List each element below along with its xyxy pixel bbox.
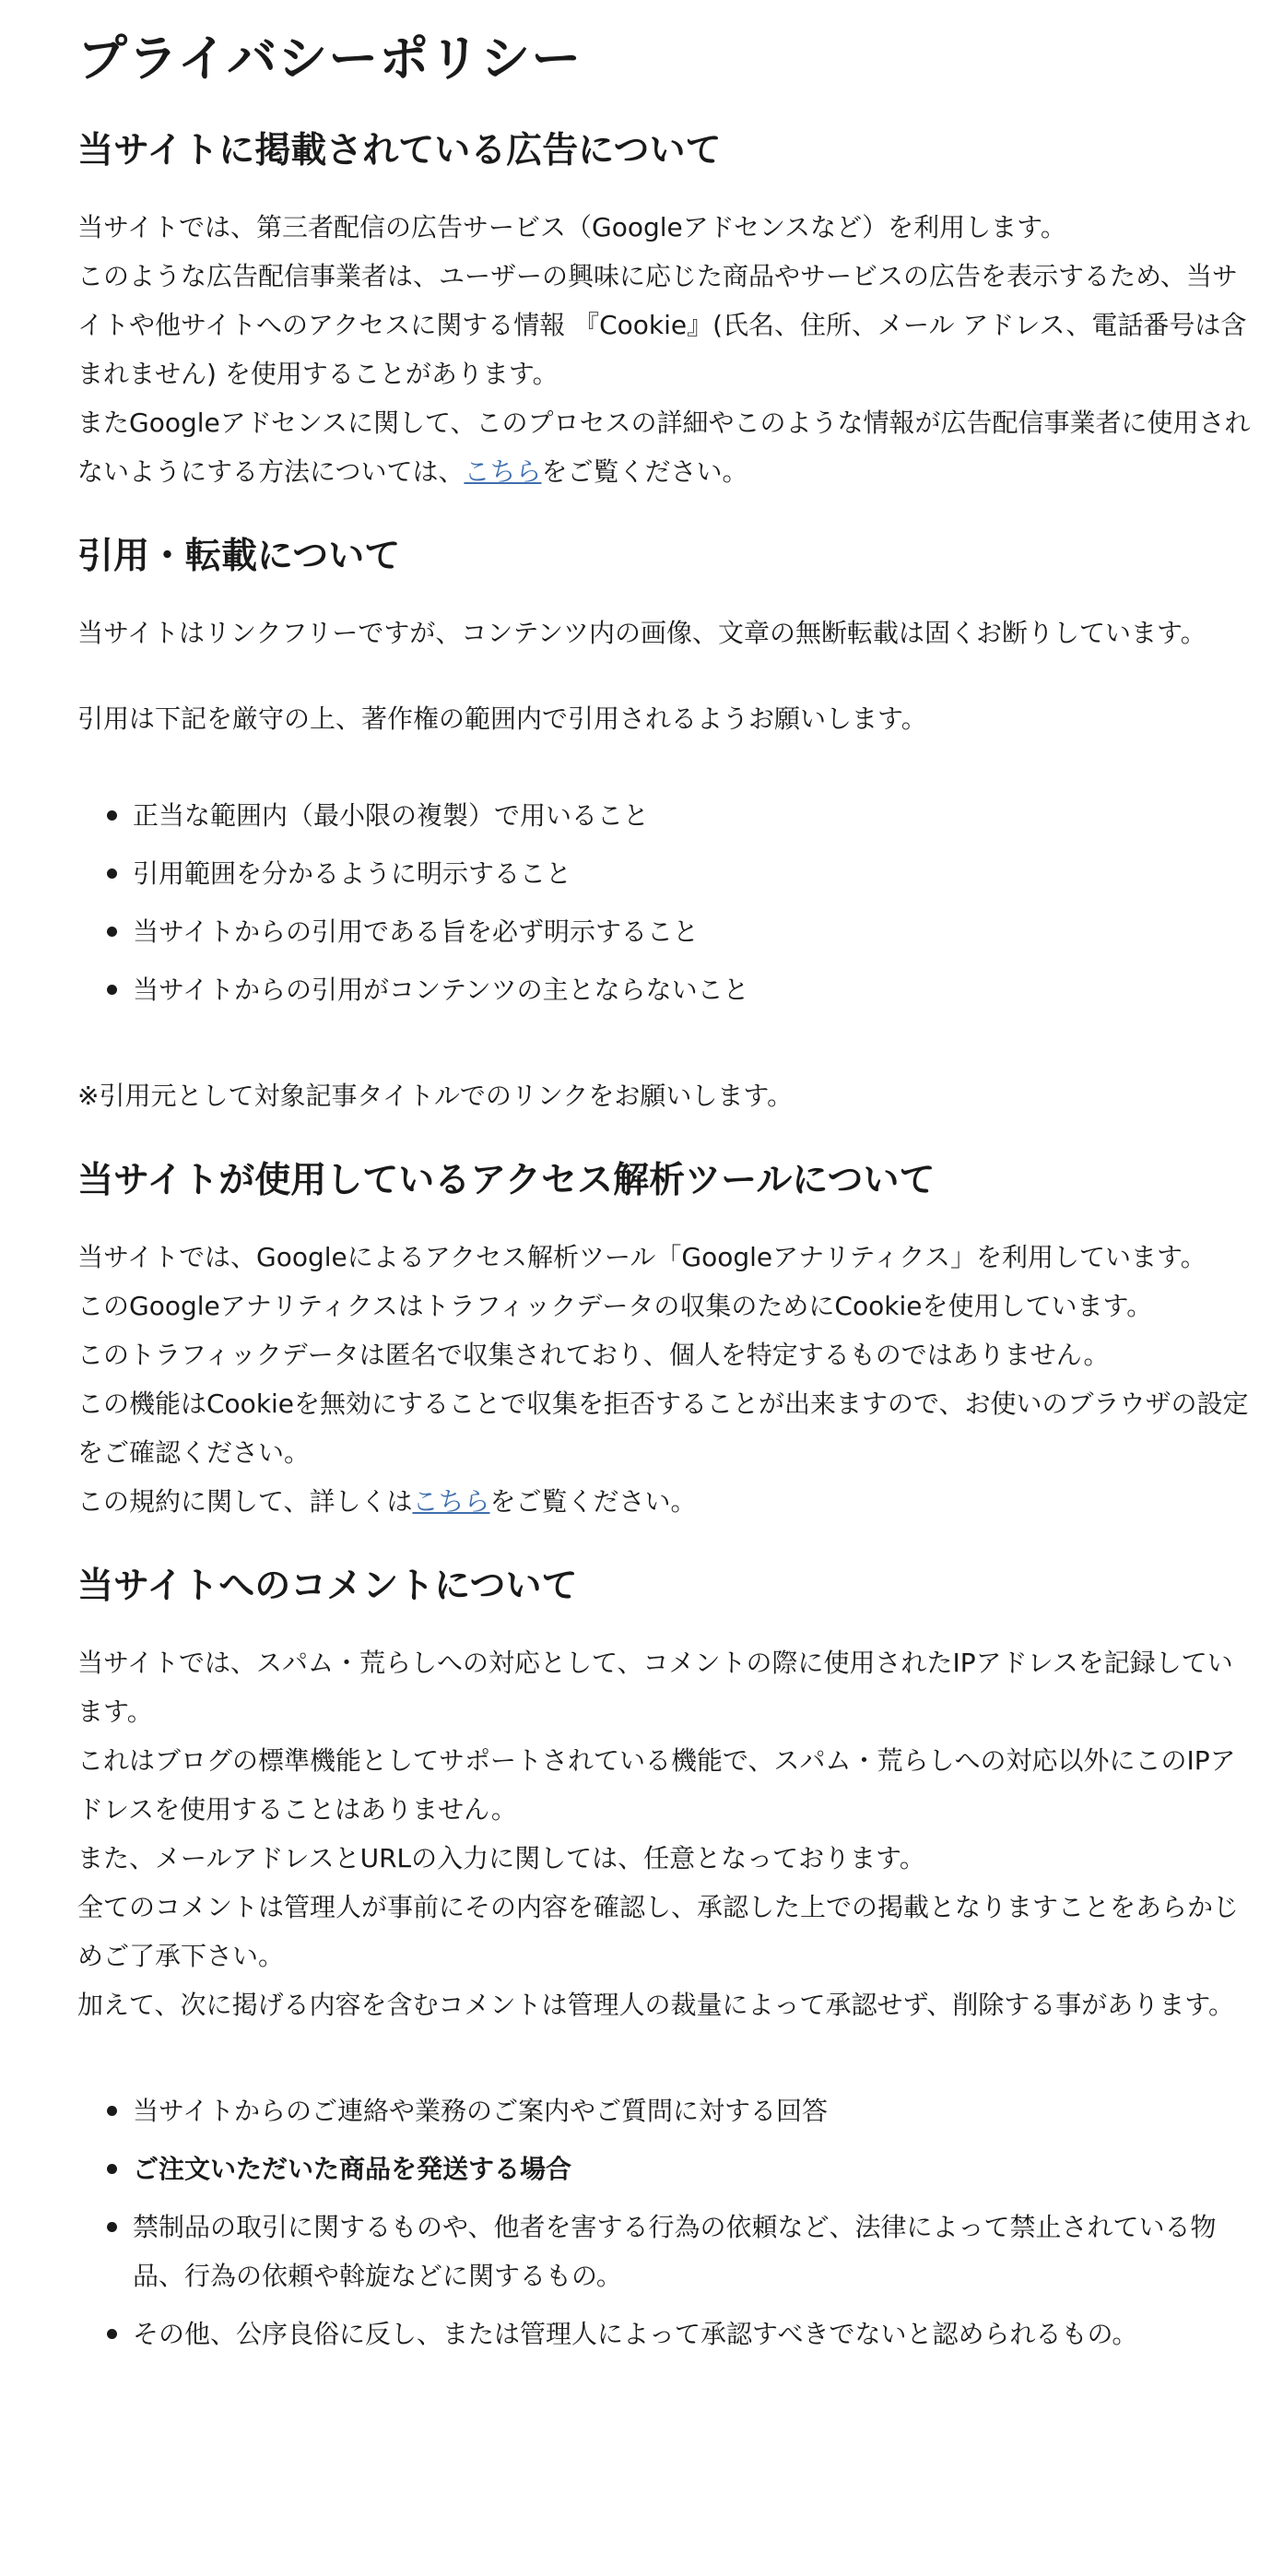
section-heading-ads: 当サイトに掲載されている広告について: [77, 130, 722, 171]
list-item: 引用範囲を分かるように明示すること: [133, 849, 1252, 898]
section-ads: [77, 127, 1252, 496]
section-heading-analytics: 当サイトが使用しているアクセス解析ツールについて: [77, 1160, 936, 1201]
analytics-terms-link[interactable]: こちら: [412, 1486, 490, 1517]
ads-paragraph-3-text: またGoogleアドセンスに関して、このプロセスの詳細やこのような情報が広告配信事業者に使用されないようにする方法については、: [77, 408, 1251, 487]
list-item: その他、公序良俗に反し、または管理人によって承認すべきでないと認められるもの。: [133, 2310, 1252, 2358]
section-comments: [77, 1563, 1252, 2358]
list-item: ご注文いただいた商品を発送する場合: [133, 2145, 1252, 2193]
section-heading-quote: 引用・転載について: [77, 536, 401, 577]
analytics-paragraph-5: [77, 1477, 1252, 1526]
comments-paragraph-3: また、メールアドレスとURLの入力に関しては、任意となっております。: [77, 1843, 925, 1873]
analytics-paragraph-5-text: この規約に関して、詳しくは: [77, 1486, 413, 1517]
analytics-paragraph-1: 当サイトでは、Googleによるアクセス解析ツール「Googleアナリティクス」を利用しています。: [77, 1242, 1206, 1272]
comments-paragraph-4: 全てのコメントは管理人が事前にその内容を確認し、承認した上での掲載となりますことをあらかじめご了承下さい。: [77, 1892, 1240, 1971]
section-quote: [77, 533, 1252, 1120]
list-item: 正当な範囲内（最小限の複製）で用いること: [133, 791, 1252, 840]
ads-paragraph-1: 当サイトでは、第三者配信の広告サービス（Googleアドセンスなど）を利用します。: [77, 212, 1066, 242]
list-item: 当サイトからの引用である旨を必ず明示すること: [133, 907, 1252, 956]
ads-paragraph-2: このような広告配信事業者は、ユーザーの興味に応じた商品やサービスの広告を表示するため、当サイトや他サイトへのアクセスに関する情報 『Cookie』(氏名、住所、メール アドレス、電話番号は含まれません) を使用することがあります。: [77, 261, 1247, 389]
analytics-paragraph-2: このGoogleアナリティクスはトラフィックデータの収集のためにCookieを使用しています。: [77, 1291, 1153, 1321]
section-analytics: [77, 1157, 1252, 1526]
analytics-paragraph-4: この機能はCookieを無効にすることで収集を拒否することが出来ますので、お使いのブラウザの設定をご確認ください。: [77, 1388, 1249, 1468]
list-item: 当サイトからのご連絡や業務のご案内やご質問に対する回答: [133, 2086, 1252, 2135]
comments-paragraph-2: これはブログの標準機能としてサポートされている機能で、スパム・荒らしへの対応以外にこのIPアドレスを使用することはありません。: [77, 1745, 1236, 1825]
ads-paragraph-3: [77, 398, 1252, 496]
comments-paragraph-5: 加えて、次に掲げる内容を含むコメントは管理人の裁量によって承認せず、削除する事があります。: [77, 1990, 1234, 2020]
quote-paragraph-2: 引用は下記を厳守の上、著作権の範囲内で引用されるようお願いします。: [77, 703, 927, 734]
quote-note: ※引用元として対象記事タイトルでのリンクをお願いします。: [77, 1081, 794, 1111]
quote-rules-list: [77, 791, 1252, 1014]
page-title: プライバシーポリシー: [77, 30, 583, 88]
comments-rules-list: [77, 2086, 1252, 2358]
analytics-paragraph-3: このトラフィックデータは匿名で収集されており、個人を特定するものではありません。: [77, 1340, 1110, 1370]
analytics-paragraph-5-tail: をご覧ください。: [489, 1486, 697, 1517]
section-heading-comments: 当サイトへのコメントについて: [77, 1566, 578, 1607]
adsense-details-link[interactable]: こちら: [464, 456, 542, 487]
list-item: 禁制品の取引に関するものや、他者を害する行為の依頼など、法律によって禁止されている物品、行為の依頼や斡旋などに関するもの。: [133, 2203, 1252, 2300]
ads-paragraph-3-tail: をご覧ください。: [541, 456, 748, 487]
quote-paragraph-1: 当サイトはリンクフリーですが、コンテンツ内の画像、文章の無断転載は固くお断りしています。: [77, 618, 1206, 648]
comments-paragraph-1: 当サイトでは、スパム・荒らしへの対応として、コメントの際に使用されたIPアドレスを記録しています。: [77, 1648, 1233, 1727]
list-item: 当サイトからの引用がコンテンツの主とならないこと: [133, 965, 1252, 1014]
